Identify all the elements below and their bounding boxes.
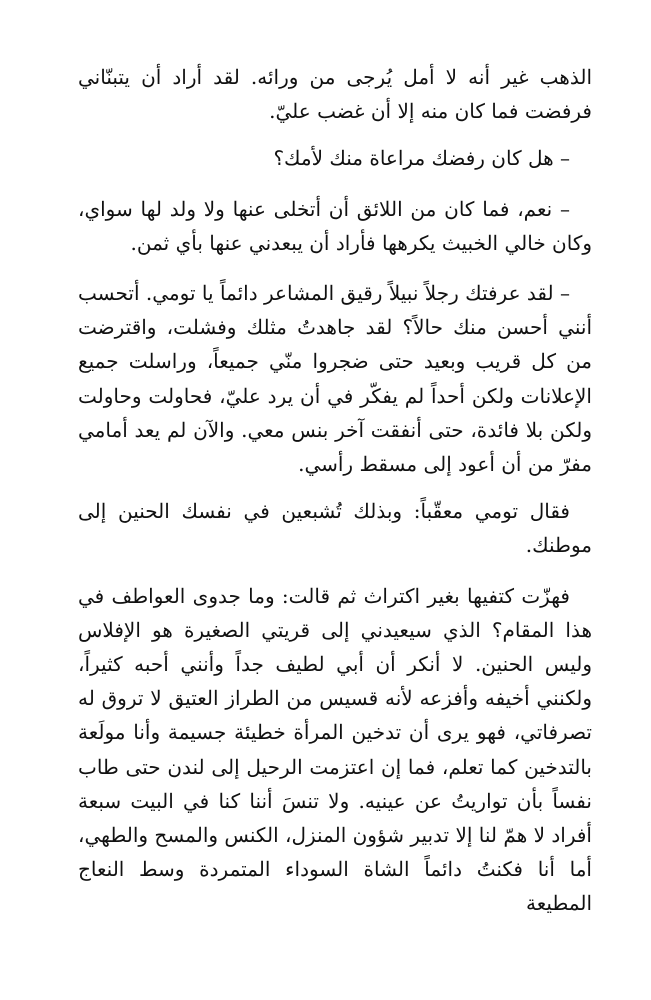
paragraph-2-dialogue: – هل كان رفضك مراعاة منك لأمك؟ — [273, 146, 570, 171]
paragraph-4-dialogue: – لقد عرفتك رجلاً نبيلاً رقيق المشاعر دائماً يا تومي. أتحسب أنني أحسن منك حالاً؟ لقد جاهدتُ مثلك وفشلت، واقترضت من كل قريب وبعيد حتى ضجروا منّي جميعاً، وراسلت جميع الإعلانات ولكن أحداً لم يفكّر في أن يرد عليّ، فحاولت وحاولت ولكن بلا فائدة، حتى أنفقت آخر بنس معي. والآن لم يعد أمامي مفرّ من أن أعود إلى مسقط رأسي. — [78, 281, 592, 477]
paragraph-1: الذهب غير أنه لا أمل يُرجى من ورائه. لقد أراد أن يتبنّاني فرفضت فما كان منه إلا أن غضب عليّ. — [78, 65, 592, 124]
page-body — [78, 60, 592, 921]
paragraph-6: فهزّت كتفيها بغير اكتراث ثم قالت: وما جدوى العواطف في هذا المقام؟ الذي سيعيدني إلى قريتي الصغيرة هو الإفلاس وليس الحنين. لا أنكر أن أبي لطيف جداً وأنني أحبه كثيراً، ولكنني أخيفه وأفزعه لأنه قسيس من الطراز العتيق لا تروق له تصرفاتي، فهو يرى أن تدخين المرأة خطيئة جسيمة وأنا مولَعة بالتدخين كما تعلم، فما إن اعتزمت الرحيل إلى لندن حتى طاب نفساً بأن تواريتُ عن عينيه. ولا تنسَ أننا كنا في البيت سبعة أفراد لا همّ لنا إلا تدبير شؤون المنزل، الكنس والمسح والطهي، أما أنا فكنتُ دائماً الشاة السوداء المتمردة وسط النعاج المطيعة — [78, 583, 593, 916]
paragraph-5: فقال تومي معقّباً: وبذلك تُشبعين في نفسك الحنين إلى موطنك. — [78, 499, 592, 558]
paragraph-3-dialogue: – نعم، فما كان من اللائق أن أتخلى عنها ولا ولد لها سواي، وكان خالي الخبيث يكرهها فأراد أن يبعدني عنها بأي ثمن. — [78, 196, 592, 255]
